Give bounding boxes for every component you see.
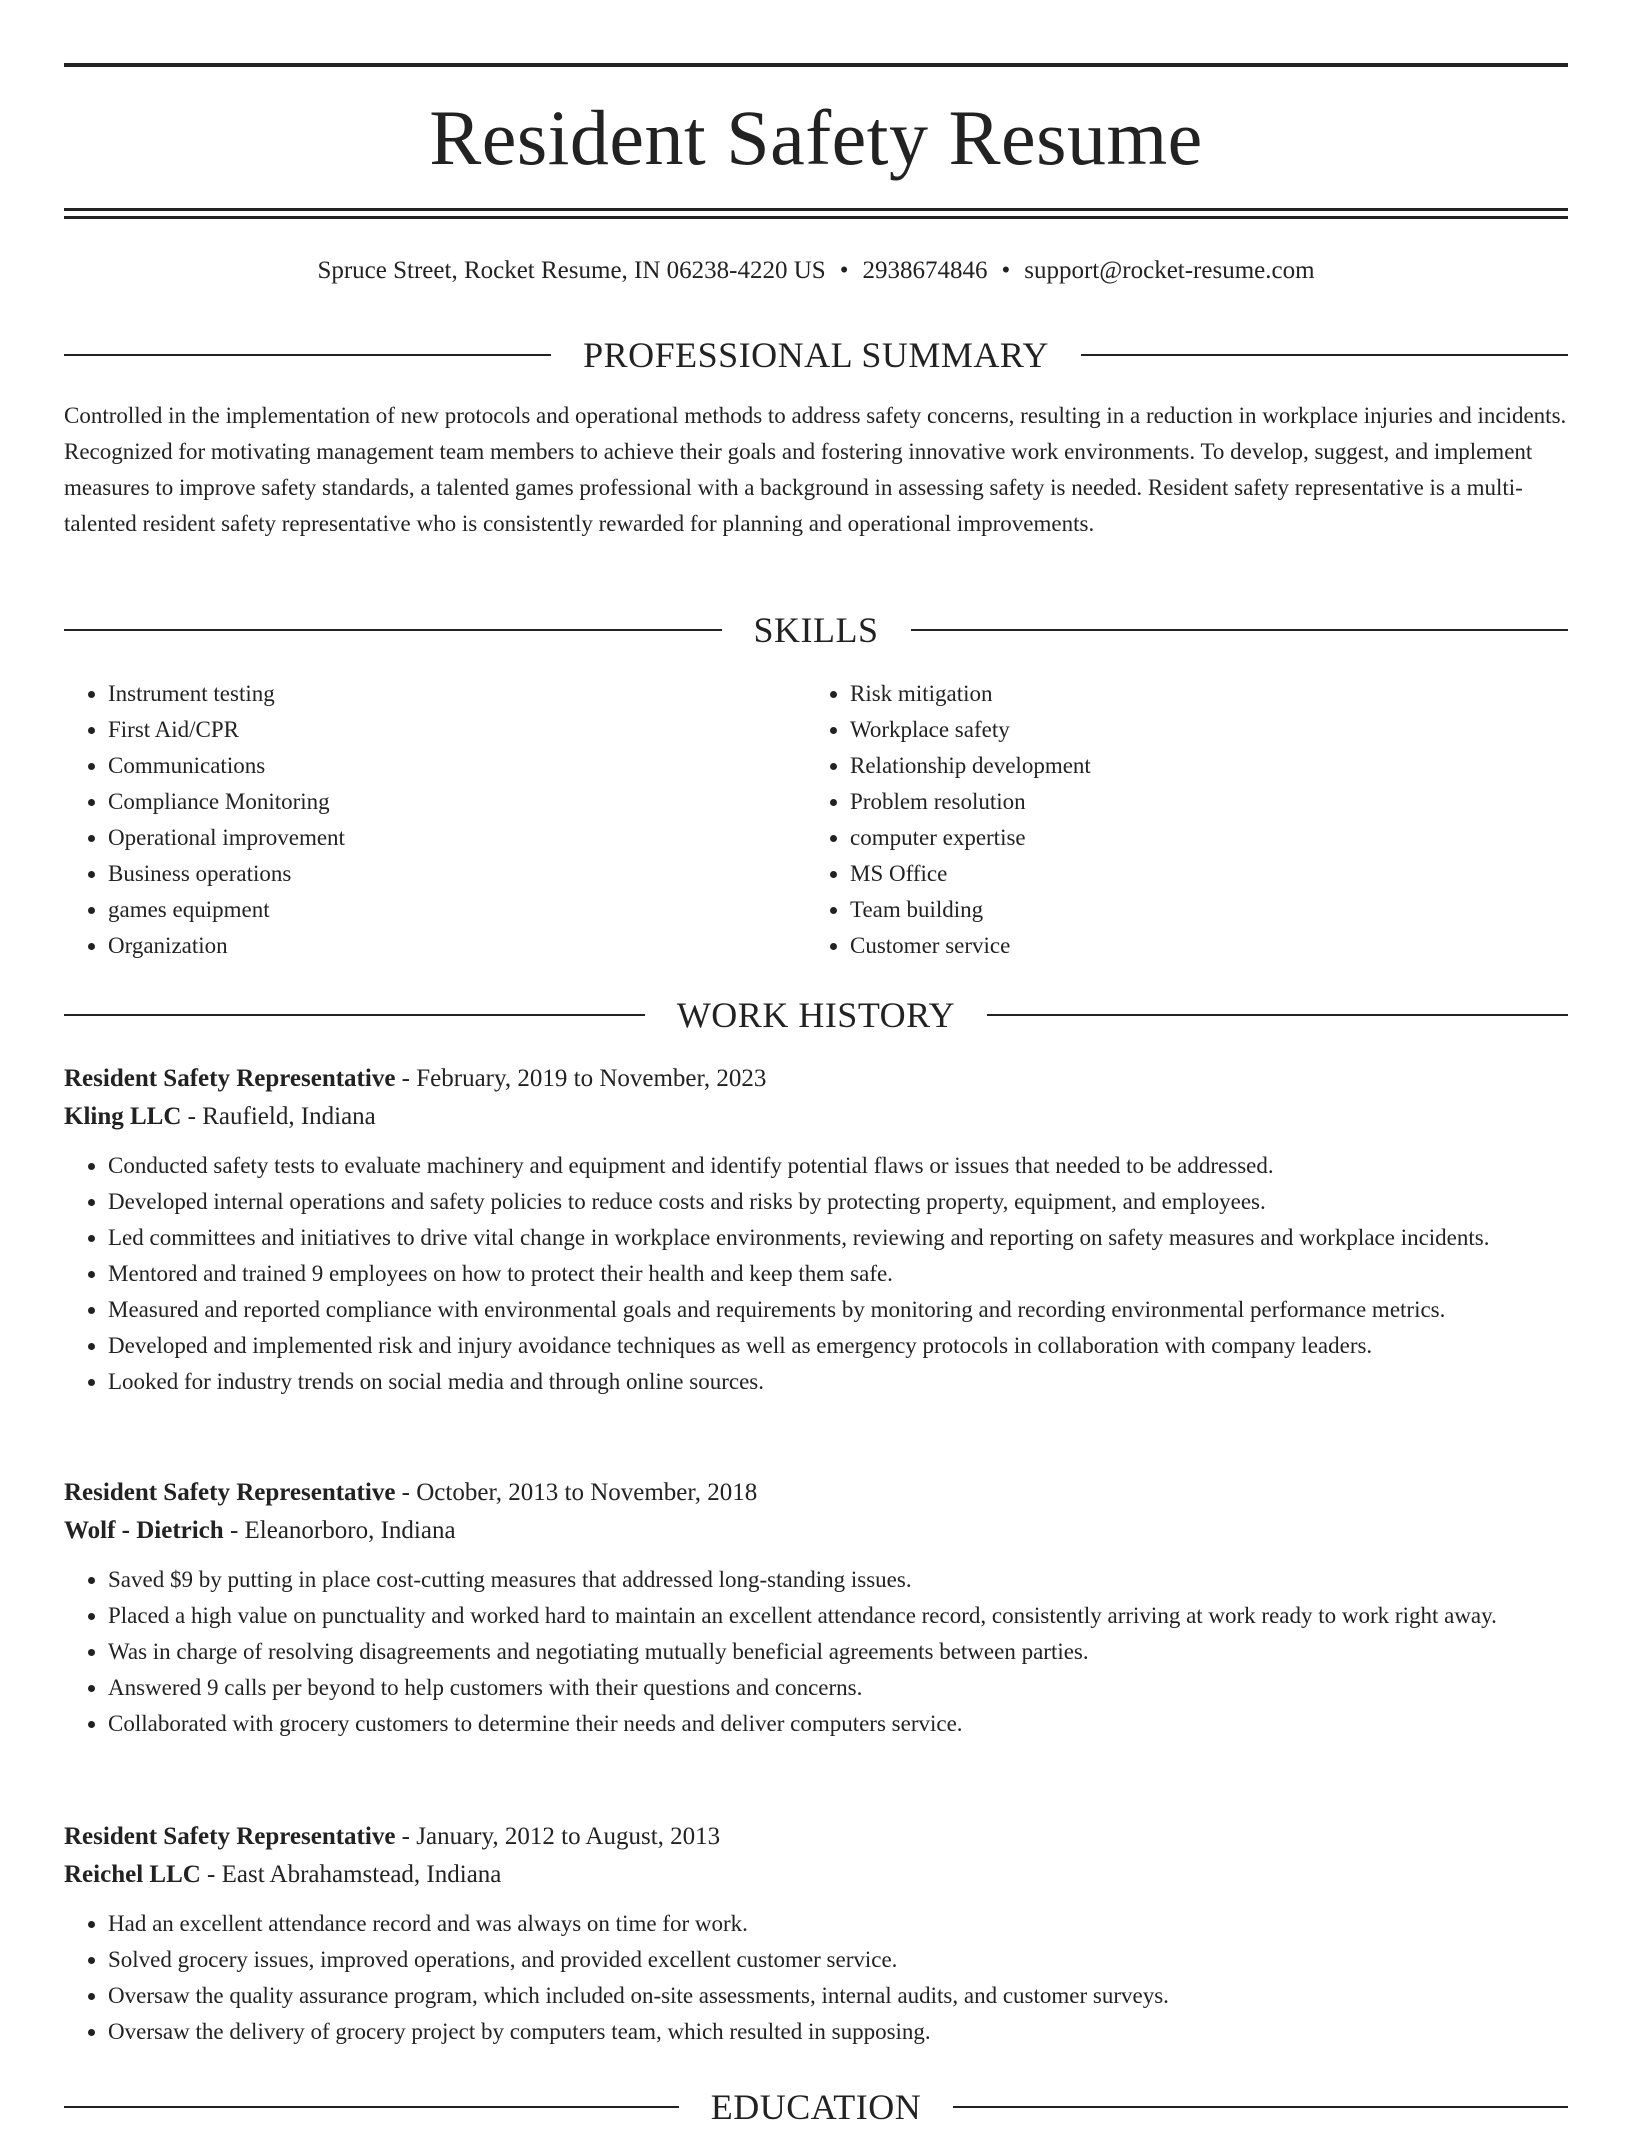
section-title: PROFESSIONAL SUMMARY xyxy=(583,335,1049,375)
header-double-rule-top xyxy=(64,208,1568,211)
job-role-line xyxy=(64,1060,1568,1098)
job-location: - Raufield, Indiana xyxy=(181,1103,376,1130)
job-bullets xyxy=(64,1906,1568,2050)
contact-line xyxy=(64,254,1568,288)
job-location: - Eleanorboro, Indiana xyxy=(223,1517,456,1544)
skill-item: • computer expertise xyxy=(850,820,1550,856)
skill-item: • Team building xyxy=(850,892,1550,928)
job-dates: - January, 2012 to August, 2013 xyxy=(395,1823,721,1850)
section-rule-left xyxy=(64,354,551,356)
skills-section-heading xyxy=(64,608,1568,652)
job-company: Wolf - Dietrich xyxy=(64,1517,224,1544)
section-title: EDUCATION xyxy=(710,2087,922,2127)
skills-list xyxy=(64,676,1568,964)
job-bullet: • Had an excellent attendance record and was always on time for work. xyxy=(108,1906,1568,1942)
job-title: Resident Safety Representative xyxy=(64,1823,396,1850)
job-bullets xyxy=(64,1148,1568,1400)
job-role-line xyxy=(64,1474,1568,1512)
contact-email: support@rocket-resume.com xyxy=(1024,257,1315,284)
section-rule-left xyxy=(64,2106,679,2108)
skill-item: • Operational improvement xyxy=(108,820,806,856)
skill-item: • First Aid/CPR xyxy=(108,712,806,748)
header-double-rule-bottom xyxy=(64,216,1568,219)
summary-section-heading xyxy=(64,333,1568,377)
contact-separator: • xyxy=(839,257,849,284)
skill-item: • games equipment xyxy=(108,892,806,928)
job-bullet: • Conducted safety tests to evaluate machinery and equipment and identify potential flaws or issues that needed to be addressed. xyxy=(108,1148,1568,1184)
job-company-line xyxy=(64,1856,1568,1894)
education-section-heading xyxy=(64,2085,1568,2129)
section-rule-right xyxy=(987,1014,1568,1016)
work-history-section-heading xyxy=(64,993,1568,1037)
skill-item: • Problem resolution xyxy=(850,784,1550,820)
section-rule-right xyxy=(911,629,1569,631)
job-company-line xyxy=(64,1098,1568,1136)
skill-item: • Business operations xyxy=(108,856,806,892)
skill-item: • Relationship development xyxy=(850,748,1550,784)
skill-item: • Risk mitigation xyxy=(850,676,1550,712)
job-bullet: • Placed a high value on punctuality and worked hard to maintain an excellent attendance record, consistently arriving at work ready to work right away. xyxy=(108,1598,1568,1634)
work-entry xyxy=(64,1818,1568,2050)
job-company: Kling LLC xyxy=(64,1103,182,1130)
contact-separator: • xyxy=(1001,257,1011,284)
job-bullet: • Oversaw the quality assurance program, which included on-site assessments, internal audits, and customer surveys. xyxy=(108,1978,1568,2014)
job-dates: - February, 2019 to November, 2023 xyxy=(395,1065,767,1092)
skill-item: • Communications xyxy=(108,748,806,784)
job-title: Resident Safety Representative xyxy=(64,1479,396,1506)
section-title: SKILLS xyxy=(753,610,879,650)
work-entry xyxy=(64,1474,1568,1742)
job-bullet: • Measured and reported compliance with environmental goals and requirements by monitoring and recording environmental performance metrics. xyxy=(108,1292,1568,1328)
skills-column-right xyxy=(806,676,1550,964)
skill-item: • Instrument testing xyxy=(108,676,806,712)
job-bullet: • Answered 9 calls per beyond to help customers with their questions and concerns. xyxy=(108,1670,1568,1706)
job-bullet: • Developed and implemented risk and injury avoidance techniques as well as emergency protocols in collaboration with company leaders. xyxy=(108,1328,1568,1364)
job-bullets xyxy=(64,1562,1568,1742)
skill-item: • Customer service xyxy=(850,928,1550,964)
job-company-line xyxy=(64,1512,1568,1550)
section-rule-left xyxy=(64,629,722,631)
section-rule-right xyxy=(953,2106,1568,2108)
skill-item: • Organization xyxy=(108,928,806,964)
job-location: - East Abrahamstead, Indiana xyxy=(200,1861,502,1888)
professional-summary-text: Controlled in the implementation of new protocols and operational methods to address safety concerns, resulting in a reduction in workplace injuries and incidents. Recognized for motivating management team members to achieve their goals and fostering innovative work environments. To develop, suggest, and implement measures to improve safety standards, a talented games professional with a background in assessing safety is needed. Resident safety representative is a multi-talented resident safety representative who is consistently rewarded for planning and operational improvements. xyxy=(64,403,1567,536)
contact-phone: 2938674846 xyxy=(862,257,988,284)
job-title: Resident Safety Representative xyxy=(64,1065,396,1092)
job-company: Reichel LLC xyxy=(64,1861,201,1888)
job-bullet: • Developed internal operations and safety policies to reduce costs and risks by protecting property, equipment, and employees. xyxy=(108,1184,1568,1220)
section-rule-right xyxy=(1081,354,1568,356)
job-bullet: • Collaborated with grocery customers to determine their needs and deliver computers service. xyxy=(108,1706,1568,1742)
contact-address: Spruce Street, Rocket Resume, IN 06238-4220 US xyxy=(317,257,826,284)
section-rule-left xyxy=(64,1014,645,1016)
job-bullet: • Mentored and trained 9 employees on how to protect their health and keep them safe. xyxy=(108,1256,1568,1292)
section-title: WORK HISTORY xyxy=(676,995,956,1035)
resume-title: Resident Safety Resume xyxy=(429,94,1203,181)
skill-item: • MS Office xyxy=(850,856,1550,892)
skill-item: • Compliance Monitoring xyxy=(108,784,806,820)
job-bullet: • Led committees and initiatives to drive vital change in workplace environments, reviewing and reporting on safety measures and workplace incidents. xyxy=(108,1220,1568,1256)
header-top-rule xyxy=(64,63,1568,67)
skill-item: • Workplace safety xyxy=(850,712,1550,748)
job-bullet: • Solved grocery issues, improved operations, and provided excellent customer service. xyxy=(108,1942,1568,1978)
job-bullet: • Was in charge of resolving disagreements and negotiating mutually beneficial agreements between parties. xyxy=(108,1634,1568,1670)
job-bullet: • Looked for industry trends on social media and through online sources. xyxy=(108,1364,1568,1400)
work-entry xyxy=(64,1060,1568,1400)
job-bullet: • Saved $9 by putting in place cost-cutting measures that addressed long-standing issues. xyxy=(108,1562,1568,1598)
job-dates: - October, 2013 to November, 2018 xyxy=(395,1479,758,1506)
skills-column-left xyxy=(64,676,806,964)
job-bullet: • Oversaw the delivery of grocery project by computers team, which resulted in supposing. xyxy=(108,2014,1568,2050)
job-role-line xyxy=(64,1818,1568,1856)
